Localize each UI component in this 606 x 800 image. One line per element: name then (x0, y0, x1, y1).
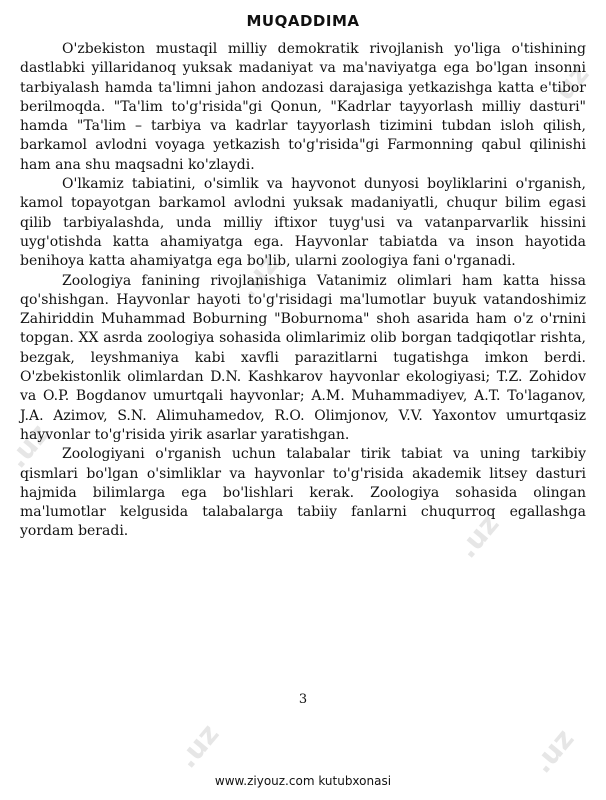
paragraph: O'lkamiz tabiatini, o'simlik va hayvonot dunyosi boyliklarini o'rganish, kamol topayotgan barkamol avlodni yuksak madaniyatli, chuqur bilim egasi qilib tarbiyalashda, unda milliy iftixor tuyg'usi va vatanparvarlik hissini uyg'otishda katta ahamiyatga ega. Hayvonlar tabiatda va inson hayotida benihoya katta ahamiyatga ega bo'lib, ularni zoologiya fani o'rganadi. (20, 176, 586, 270)
body-text (20, 40, 586, 542)
watermark-text: .uz (0, 417, 56, 475)
page-title: MUQADDIMA (246, 12, 360, 30)
watermark-text: .uz (525, 722, 581, 780)
paragraph: Zoologiya fanining rivojlanishiga Vatanimiz olimlari ham katta hissa qo'shishgan. Hayvonlar hayoti to'g'risidagi ma'lumotlar buyuk vatandoshimiz Zahiriddin Muhammad Boburning "Boburnoma" shoh asarida ham o'z o'rnini topgan. XX asrda zoologiya sohasida olimlarimiz olib borgan tadqiqotlar rishta, bezgak, leyshmaniya kabi xavfli parazitlarni tugatishga imkon berdi. O'zbekistonlik olimlardan D.N. Kashkarov hayvonlar ekologiyasi; T.Z. Zohidov va O.P. Bogdanov umurtqali hayvonlar; A.M. Muhammadiyev, A.T. To'laganov, J.A. Azimov, S.N. Alimuhamedov, R.O. Olimjonov, V.V. Yaxontov umurtqasiz hayvonlar to'g'risida yirik asarlar yaratishgan. (20, 272, 586, 443)
watermark-text: .uz (540, 57, 596, 115)
watermark-text: .uz (450, 507, 506, 565)
footer-source: www.ziyouz.com kutubxonasi (214, 774, 392, 788)
page-number: 3 (298, 692, 308, 707)
watermark-text: .uz (230, 247, 286, 305)
watermark-text: .uz (170, 717, 226, 775)
paragraph: Zoologiyani o'rganish uchun talabalar tirik tabiat va uning tarkibiy qismlari bo'lgan o'simliklar va hayvonlar to'g'risida akademik litsey dasturi hajmida bilimlarga ega bo'lishlari kerak. Zoologiya sohasida olingan ma'lumotlar kelgusida talabalarga tabiiy fanlarni chuqurroq egallashga yordam beradi. (20, 446, 586, 540)
paragraph: O'zbekiston mustaqil milliy demokratik rivojlanish yo'liga o'tishining dastlabki yillaridanoq yuksak madaniyat va ma'naviyatga ega bo'lgan insonni tarbiyalash hamda ta'limni jahon andozasi darajasiga yetkazishga katta e'tibor berilmoqda. "Ta'lim to'g'risida"gi Qonun, "Kadrlar tayyorlash milliy dasturi" hamda "Ta'lim – tarbiya va kadrlar tayyorlash tizimini tubdan isloh qilish, barkamol avlodni voyaga yetkazish to'g'risida"gi Farmonning qabul qilinishi ham ana shu maqsadni ko'zlaydi. (20, 41, 586, 173)
